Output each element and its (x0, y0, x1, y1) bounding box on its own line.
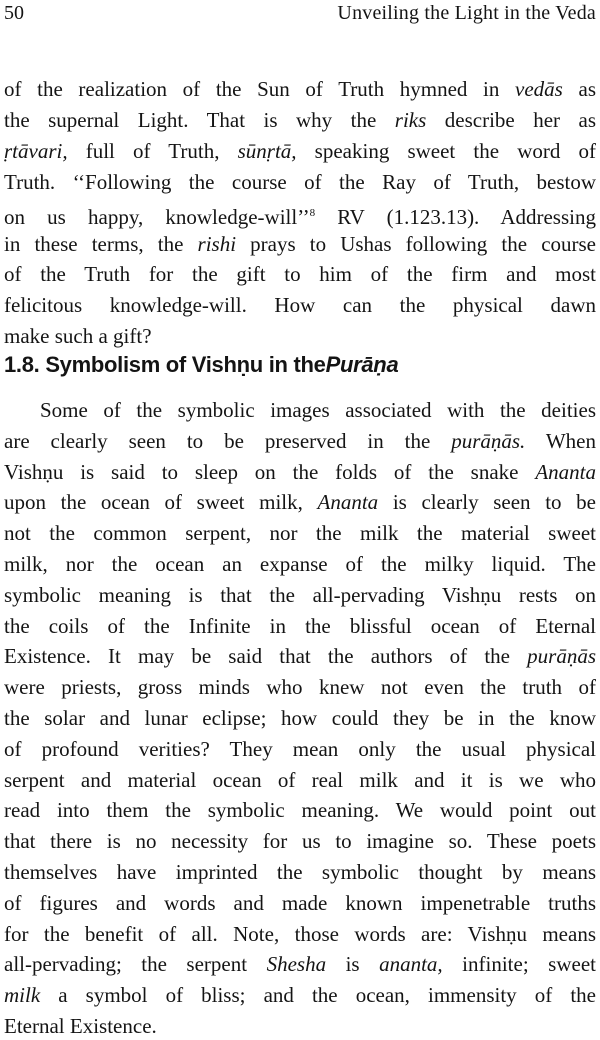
text-segment: describe her as (426, 107, 596, 132)
text-segment: Eternal Existence. (4, 1014, 157, 1038)
text-segment: on us happy, knowledge-will’’ (4, 204, 310, 229)
text-line (4, 519, 596, 547)
text-line (4, 889, 596, 917)
text-segment: infinite; sweet (442, 952, 596, 977)
text-line (4, 427, 596, 455)
text-segment: a symbol of bliss; and the ocean, immensity of the (40, 983, 596, 1008)
text-segment: Existence. It may be said that the authors of the (4, 644, 528, 669)
text-segment: make such a gift? (4, 324, 152, 349)
text-line (4, 673, 596, 701)
text-segment: of the realization of the Sun of Truth hymned in (4, 77, 516, 101)
text-line (4, 1012, 596, 1040)
text-segment: the solar and lunar eclipse; how could they be in the know (4, 706, 596, 730)
text-segment: for the benefit of all. Note, those words are: Vishṇu means (4, 921, 596, 946)
text-line (4, 612, 596, 640)
text-segment: RV (1.123.13). Addressing (315, 204, 596, 229)
text-segment: prays to Ushas following the course (236, 231, 597, 256)
text-segment: Some of the symbolic images associated with the deities (40, 398, 596, 422)
text-line (4, 920, 596, 948)
text-segment: is clearly seen to be (378, 490, 596, 515)
text-segment: full of Truth, (67, 138, 238, 163)
text-segment: are clearly seen to be preserved in the (4, 428, 452, 453)
text-segment: of the Truth for the gift to him of the firm and most (4, 262, 596, 287)
italic-term: sūnṛtā, (237, 138, 297, 163)
text-line (4, 230, 596, 258)
italic-term: riks (394, 107, 427, 132)
text-line (4, 458, 596, 486)
italic-term: Shesha (266, 952, 327, 977)
text-line (4, 291, 596, 319)
italic-term: Ananta (535, 459, 596, 484)
text-segment: all-pervading; the serpent (4, 952, 267, 977)
text-line (4, 950, 596, 978)
italic-term: vedās (515, 77, 563, 101)
italic-term: ṛtāvari, (4, 138, 68, 163)
text-line (4, 981, 596, 1009)
text-segment: that there is no necessity for us to imagine so. These poets (4, 829, 596, 854)
text-segment: Vishṇu is said to sleep on the folds of the snake (4, 459, 536, 484)
text-segment: serpent and material ocean of real milk and it is we who (4, 767, 596, 792)
text-line (4, 704, 596, 732)
text-line (4, 488, 596, 516)
section-number: 1.8. (4, 352, 40, 377)
text-segment: symbolic meaning is that the all-pervading Vishṇu rests on (4, 582, 596, 607)
text-segment: Truth. ‘‘Following the course of the Ray of Truth, bestow (4, 169, 596, 194)
text-segment: the supernal Light. That is why the (4, 107, 395, 132)
text-segment: milk, nor the ocean an expanse of the milky liquid. The (4, 552, 596, 576)
text-line (4, 396, 596, 424)
italic-term: purāṇās (527, 644, 596, 669)
italic-term: purāṇās. (451, 428, 526, 453)
running-title: Unveiling the Light in the Veda (337, 2, 596, 24)
text-segment: themselves have imprinted the symbolic thought by means (4, 860, 596, 884)
text-segment: in these terms, the (4, 231, 198, 256)
text-line (4, 260, 596, 288)
text-line (4, 735, 596, 763)
text-segment: of profound verities? They mean only the usual physical (4, 736, 596, 761)
text-line (4, 322, 596, 350)
text-line (4, 796, 596, 824)
text-line (4, 106, 596, 134)
text-line (4, 827, 596, 855)
section-heading (4, 352, 398, 378)
text-line (4, 766, 596, 794)
text-segment: were priests, gross minds who knew not even the truth of (4, 675, 596, 700)
section-title-italic: Purāṇa (325, 352, 399, 377)
running-header (4, 2, 596, 28)
text-line (4, 137, 596, 165)
text-segment: is (326, 952, 380, 977)
text-segment: the coils of the Infinite in the blissful ocean of Eternal (4, 613, 596, 638)
text-segment: speaking sweet the word of (296, 138, 596, 163)
text-segment: upon the ocean of sweet milk, (4, 490, 318, 515)
text-segment: read into them the symbolic meaning. We would point out (4, 798, 596, 823)
text-segment: of figures and words and made known impenetrable truths (4, 890, 596, 915)
text-line (4, 581, 596, 609)
footnote-ref: 8 (309, 206, 316, 219)
italic-term: ananta, (379, 952, 443, 977)
text-line (4, 168, 596, 196)
page-number: 50 (4, 2, 24, 24)
italic-term: Ananta (317, 490, 379, 515)
text-line (4, 642, 596, 670)
italic-term: milk (4, 983, 41, 1008)
text-segment: felicitous knowledge-will. How can the physical dawn (4, 293, 596, 318)
text-segment: not the common serpent, nor the milk the material sweet (4, 521, 596, 546)
text-segment: as (562, 77, 596, 101)
text-line (4, 858, 596, 886)
section-title: Symbolism of Vishṇu in the (45, 352, 326, 377)
text-line (4, 199, 596, 227)
text-segment: When (525, 428, 596, 453)
text-line (4, 75, 596, 103)
text-line (4, 550, 596, 578)
italic-term: rishi (197, 231, 237, 256)
